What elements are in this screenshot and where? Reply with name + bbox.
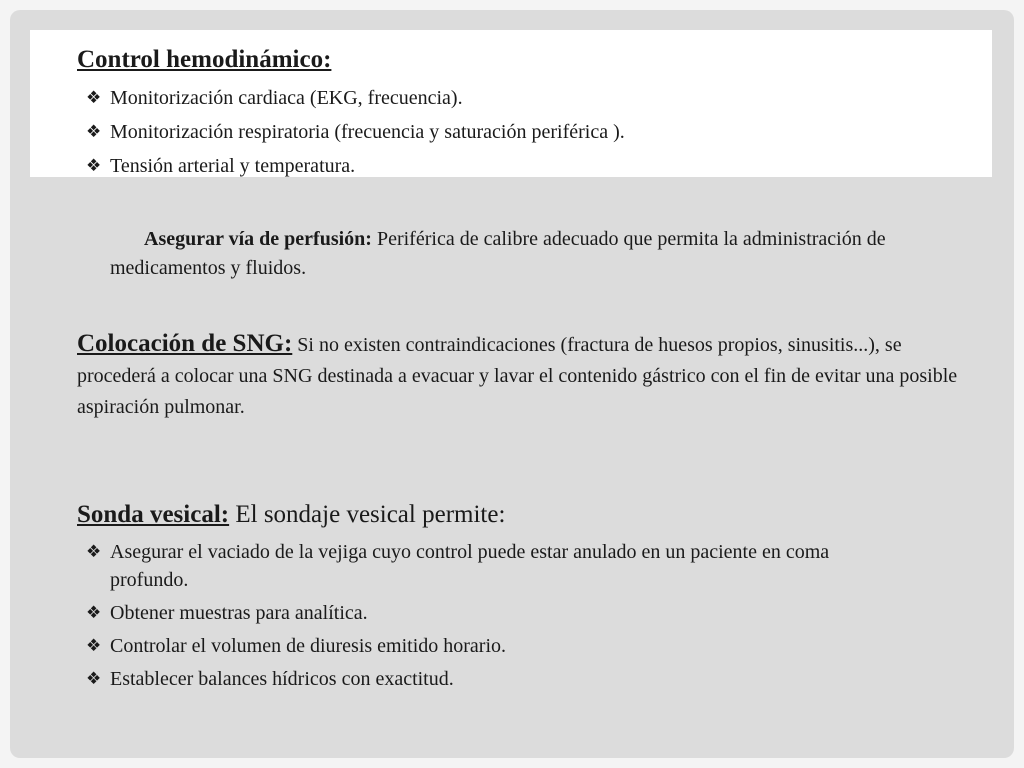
perfusion-title: Asegurar vía de perfusión: [144,228,372,250]
list-item [86,599,910,627]
list-item [86,118,625,152]
list-item-text: Monitorización cardiaca (EKG, frecuencia). [110,87,463,109]
sonda-text: El sondaje vesical permite: [229,501,506,528]
sonda-heading [77,498,505,532]
list-item-text: Asegurar el vaciado de la vejiga cuyo control puede estar anulado en un paciente en coma profundo. [110,541,830,591]
sonda-list [86,538,910,698]
sng-paragraph [77,328,977,423]
sonda-title: Sonda vesical: [77,501,230,528]
control-list [86,84,625,186]
four-diamond-bullet-icon: ❖ [86,122,102,141]
four-diamond-bullet-icon: ❖ [86,88,102,107]
four-diamond-bullet-icon: ❖ [86,636,102,655]
list-item-text: Tensión arterial y temperatura. [110,155,356,177]
list-item [86,538,910,594]
four-diamond-bullet-icon: ❖ [86,603,102,622]
sng-title: Colocación de SNG: [77,330,293,357]
four-diamond-bullet-icon: ❖ [86,542,102,561]
list-item [86,84,625,118]
list-item-text: Controlar el volumen de diuresis emitido horario. [110,635,507,657]
perfusion-text: Periférica de calibre adecuado que permita la administración de medicamentos y fluidos. [110,228,886,279]
list-item-text: Obtener muestras para analítica. [110,602,368,624]
control-heading: Control hemodinámico: [77,46,332,73]
sng-text: Si no existen contraindicaciones (fractura de huesos propios, sinusitis...), se procederá a colocar una SNG destinada a evacuar y lavar el contenido gástrico con el fin de evitar una posible aspiración pulmonar. [77,334,958,418]
list-item [86,152,625,186]
list-item [86,665,910,693]
list-item-text: Monitorización respiratoria (frecuencia y saturación periférica ). [110,121,625,143]
list-item [86,632,910,660]
four-diamond-bullet-icon: ❖ [86,156,102,175]
four-diamond-bullet-icon: ❖ [86,669,102,688]
perfusion-paragraph [110,225,970,283]
list-item-text: Establecer balances hídricos con exactitud. [110,668,454,690]
